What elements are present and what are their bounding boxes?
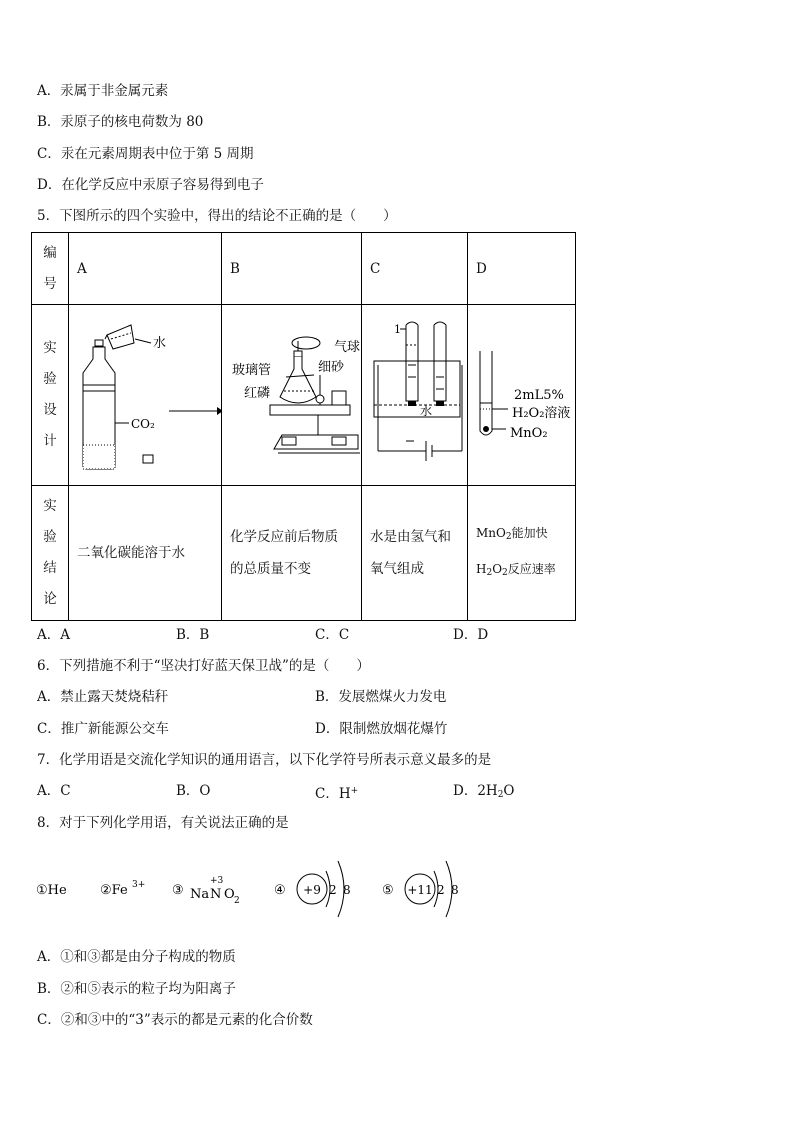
experiment-table (31, 232, 576, 621)
q7-option-d: D．$2H_2O$ (453, 783, 515, 800)
q6-option-a: A．禁止露天焚烧秸秆 (37, 689, 169, 705)
q5-option-a: A．A (37, 627, 70, 643)
f-shell-2: 8 (343, 883, 351, 897)
row-header-design: 实 验 设 计 (32, 305, 69, 486)
q7-stem: 7．化学用语是交流化学知识的通用语言，以下化学符号所表示意义最多的是 (37, 752, 492, 768)
catalyst-test-tube-diagram (468, 305, 574, 481)
column-c-header: C (362, 233, 468, 305)
q4-option-d: D．在化学反应中汞原子容易得到电子 (37, 177, 264, 193)
na-nuclear-charge: +11 (407, 883, 433, 897)
q5-option-d: D．D (453, 627, 489, 643)
row-header-conclusion: 实 验 结 论 (32, 486, 69, 621)
row-header-number: 编 号 (32, 233, 69, 305)
q7-option-b: B．O (176, 783, 211, 799)
column-a-header: A (69, 233, 222, 305)
apparatus-d-cell (468, 305, 576, 486)
apparatus-a-cell (69, 305, 222, 486)
label-sand: 细砂 (318, 360, 345, 375)
symbol-o: O (224, 887, 235, 902)
q6-option-d: D．限制燃放烟花爆竹 (315, 721, 448, 737)
conclusion-a: 二氧化碳能溶于水 (69, 486, 222, 621)
oxygen-subscript: 2 (234, 896, 240, 906)
nitrogen-valence: +3 (210, 876, 224, 886)
water-electrolysis-diagram (362, 305, 466, 481)
conclusion-c: 水是由氢气和 氧气组成 (362, 486, 468, 621)
label-scale-mark: 1 (394, 323, 401, 336)
symbol-3-num: ③ (172, 883, 184, 898)
apparatus-c-cell (362, 305, 468, 486)
label-glass-tube: 玻璃管 (232, 363, 272, 378)
label-water-a: 水 (153, 336, 167, 351)
q8-option-b: B．②和⑤表示的粒子均为阳离子 (37, 981, 236, 997)
symbol-4-num: ④ (274, 883, 286, 898)
q8-option-a: A．①和③都是由分子构成的物质 (37, 949, 236, 965)
q4-option-c: C．汞在元素周期表中位于第 5 周期 (37, 146, 254, 162)
apparatus-b-cell (222, 305, 362, 486)
column-d-header: D (468, 233, 576, 305)
label-balloon: 气球 (334, 340, 360, 355)
label-volume: 2mL5% (514, 388, 564, 403)
symbol-na: Na (190, 887, 210, 902)
label-mno2: MnO₂ (510, 426, 548, 441)
na-shell-1: 2 (437, 883, 445, 897)
symbol-n: N (210, 887, 222, 902)
na-shell-2: 8 (451, 883, 459, 897)
q8-chemical-symbols (30, 845, 490, 925)
symbol-fe-ion: ②Fe (100, 883, 128, 898)
balance-red-phosphorus-diagram (222, 305, 360, 481)
label-red-phosphorus: 红磷 (244, 386, 271, 401)
symbol-5-num: ⑤ (382, 883, 394, 898)
q8-option-c: C．②和③中的“3”表示的都是元素的化合价数 (37, 1012, 313, 1028)
q5-option-c: C．C (315, 627, 350, 643)
q7-option-c: C．H+ (315, 786, 359, 802)
q7-option-a: A．C (37, 783, 71, 799)
q6-option-b: B．发展燃煤火力发电 (315, 689, 447, 705)
q6-option-c: C．推广新能源公交车 (37, 721, 169, 737)
q8-stem: 8．对于下列化学用语，有关说法正确的是 (37, 815, 289, 831)
column-b-header: B (222, 233, 362, 305)
f-nuclear-charge: +9 (303, 883, 321, 897)
q6-stem: 6．下列措施不利于“坚决打好蓝天保卫战”的是（ ） (37, 658, 370, 674)
label-h2o2-solution: H₂O₂溶液 (512, 406, 571, 421)
symbol-he: ①He (36, 883, 67, 898)
conclusion-d: MnO$_2$能加快 $H_2O_2$反应速率 (468, 486, 576, 621)
f-shell-1: 2 (329, 883, 337, 897)
q5-stem: 5．下图所示的四个实验中，得出的结论不正确的是（ ） (37, 208, 397, 224)
bottle-co2-apparatus-diagram (69, 305, 221, 481)
q5-option-b: B．B (176, 627, 210, 643)
fe-charge: 3+ (132, 880, 146, 890)
conclusion-b: 化学反应前后物质 的总质量不变 (222, 486, 362, 621)
q4-option-a: A．汞属于非金属元素 (37, 83, 169, 99)
q4-option-b: B．汞原子的核电荷数为 80 (37, 114, 204, 130)
label-co2: CO₂ (131, 417, 155, 431)
label-water-c: 水 (420, 404, 433, 418)
